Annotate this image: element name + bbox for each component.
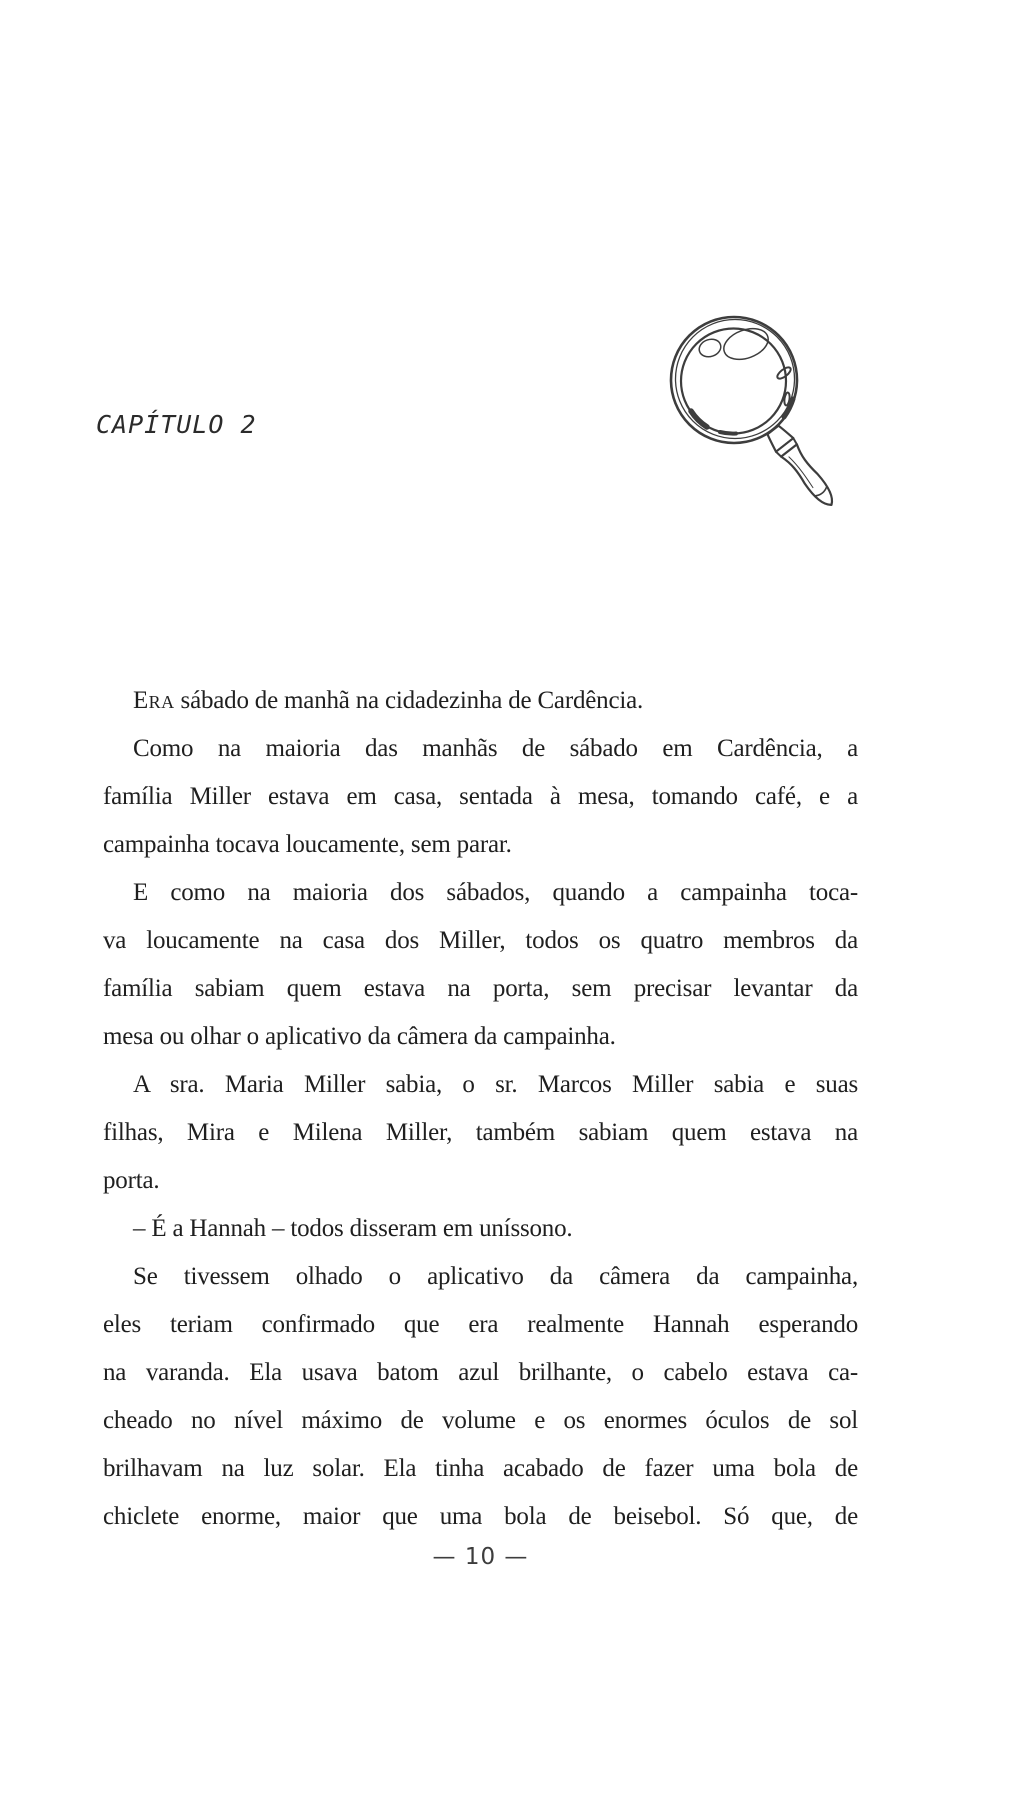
- paragraph: [103, 869, 858, 1061]
- paragraph: [103, 1061, 858, 1205]
- paragraph: [103, 1253, 858, 1541]
- text-line: va loucamente na casa dos Miller, todos os quatro membros da: [103, 927, 858, 954]
- text-line: na varanda. Ela usava batom azul brilhante, o cabelo estava ca-: [103, 1359, 858, 1386]
- text-line: chiclete enorme, maior que uma bola de beisebol. Só que, de: [103, 1503, 858, 1530]
- paragraph: [103, 1205, 858, 1253]
- text-line: porta.: [103, 1167, 160, 1194]
- text-line: filhas, Mira e Milena Miller, também sabiam quem estava na: [103, 1119, 858, 1146]
- chapter-heading: CAPÍTULO 2: [96, 410, 257, 439]
- magnifying-glass-icon: [662, 306, 854, 528]
- text-line: – É a Hannah – todos disseram em uníssono.: [133, 1215, 573, 1242]
- magnifying-glass-illustration: [662, 306, 854, 528]
- text-line: campainha tocava loucamente, sem parar.: [103, 831, 512, 858]
- text-line: brilhavam na luz solar. Ela tinha acabado de fazer uma bola de: [103, 1455, 858, 1482]
- text-line: família Miller estava em casa, sentada à mesa, tomando café, e a: [103, 783, 858, 810]
- text-line: eles teriam confirmado que era realmente Hannah esperando: [103, 1311, 858, 1338]
- text-line: Se tivessem olhado o aplicativo da câmera da campainha,: [133, 1263, 858, 1290]
- smallcaps-lead: Era: [133, 687, 175, 714]
- body-text: [103, 677, 858, 1541]
- paragraph: [103, 677, 858, 725]
- text-line: A sra. Maria Miller sabia, o sr. Marcos Miller sabia e suas: [133, 1071, 858, 1098]
- text-line: E como na maioria dos sábados, quando a campainha toca-: [133, 879, 858, 906]
- page-number: — 10 —: [432, 1544, 529, 1570]
- text-line: Era sábado de manhã na cidadezinha de Cardência.: [133, 687, 644, 714]
- text-line: mesa ou olhar o aplicativo da câmera da campainha.: [103, 1023, 616, 1050]
- text-line: Como na maioria das manhãs de sábado em Cardência, a: [133, 735, 858, 762]
- text-line: família sabiam quem estava na porta, sem precisar levantar da: [103, 975, 858, 1002]
- text-line: cheado no nível máximo de volume e os enormes óculos de sol: [103, 1407, 858, 1434]
- paragraph: [103, 725, 858, 869]
